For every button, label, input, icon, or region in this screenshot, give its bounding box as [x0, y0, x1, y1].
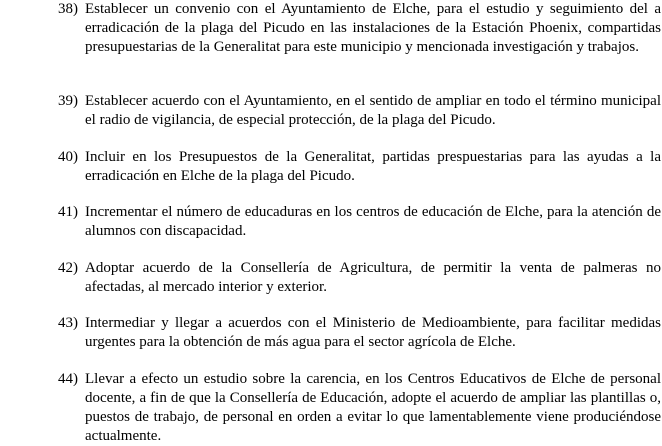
item-number: 42) — [58, 260, 78, 276]
item-number: 43) — [58, 315, 78, 331]
item-number: 41) — [58, 204, 78, 220]
item-text: Incrementar el número de educaduras en los centros de educación de Elche, para la atención de alumnos con discapacidad. — [85, 204, 661, 239]
list-item — [58, 370, 661, 446]
item-text: Intermediar y llegar a acuerdos con el Ministerio de Medioambiente, para facilitar medidas urgentes para la obtención de más agua para el sector agrícola de Elche. — [85, 315, 661, 350]
item-number: 44) — [58, 371, 78, 387]
list-item — [58, 92, 661, 130]
list-item — [58, 259, 661, 297]
item-number: 38) — [58, 1, 78, 17]
item-text: Incluir en los Presupuestos de la Generalitat, partidas prespuestarias para las ayudas a la erradicación en Elche de la plaga del Picudo. — [85, 149, 661, 184]
item-number: 39) — [58, 93, 78, 109]
list-item — [58, 0, 661, 57]
item-text: Establecer acuerdo con el Ayuntamiento, en el sentido de ampliar en todo el término municipal el radio de vigilancia, de especial protección, de la plaga del Picudo. — [85, 93, 661, 128]
item-text: Llevar a efecto un estudio sobre la carencia, en los Centros Educativos de Elche de personal docente, a fin de que la Consellería de Educación, adopte el acuerdo de ampliar las plantillas o, puestos de trabajo, de personal en orden a evitar lo que lamentablemente viene produciéndose actualmente. — [85, 371, 661, 444]
list-item — [58, 314, 661, 352]
item-text: Adoptar acuerdo de la Consellería de Agricultura, de permitir la venta de palmeras no afectadas, al mercado interior y exterior. — [85, 260, 661, 295]
item-text: Establecer un convenio con el Ayuntamiento de Elche, para el estudio y seguimiento del a erradicación de la plaga del Picudo en las instalaciones de la Estación Phoenix, compartidas presupuestarias de la Generalitat para este municipio y mencionada investigación y trabajos. — [85, 1, 661, 55]
list-item — [58, 203, 661, 241]
item-number: 40) — [58, 149, 78, 165]
list-item — [58, 148, 661, 186]
